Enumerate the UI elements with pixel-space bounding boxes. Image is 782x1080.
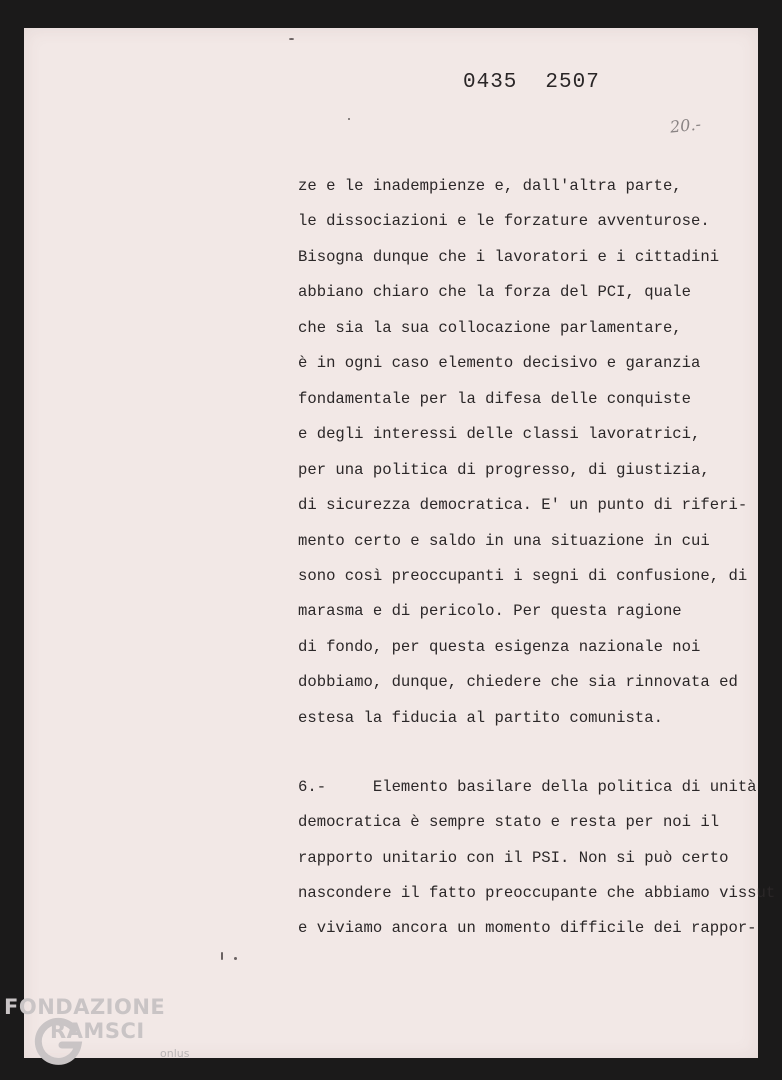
paper-speck (348, 118, 350, 120)
paper-speck (289, 38, 294, 40)
text-line: estesa la fiducia al partito comunista. (298, 709, 663, 727)
watermark-line1: FONDAZIONE (4, 995, 166, 1019)
text-line: Bisogna dunque che i lavoratori e i cittadini (298, 248, 720, 266)
text-line: dobbiamo, dunque, chiedere che sia rinnovata ed (298, 673, 738, 691)
text-line: è in ogni caso elemento decisivo e garanzia (298, 354, 701, 372)
text-line: di fondo, per questa esigenza nazionale noi (298, 638, 701, 656)
text-line: mento certo e saldo in una situazione in cui (298, 532, 710, 550)
text-line: abbiano chiaro che la forza del PCI, quale (298, 283, 692, 301)
text-line: democratica è sempre stato e resta per noi il (298, 813, 720, 831)
text-line: rapporto unitario con il PSI. Non si può certo (298, 849, 729, 867)
text-line: sono così preoccupanti i segni di confusione, di (298, 567, 748, 585)
document-number-left: 0435 (463, 71, 518, 94)
text-line: fondamentale per la difesa delle conquiste (298, 390, 692, 408)
text-line: nascondere il fatto preoccupante che abbiamo vissut (298, 884, 776, 902)
text-line: le dissociazioni e le forzature avventurose. (298, 212, 710, 230)
section-heading-line: 6.- Elemento basilare della politica di unità (298, 778, 757, 796)
text-line: e viviamo ancora un momento difficile dei rappor- (298, 919, 757, 937)
handwritten-page-number: 20.- (669, 114, 702, 137)
text-line: marasma e di pericolo. Per questa ragione (298, 602, 682, 620)
text-line: e degli interessi delle classi lavoratrici, (298, 425, 701, 443)
text-line: per una politica di progresso, di giustizia, (298, 461, 710, 479)
document-number (463, 71, 600, 94)
text-line: che sia la sua collocazione parlamentare, (298, 319, 682, 337)
paper-speck (221, 952, 223, 960)
paper-speck (234, 957, 237, 960)
fondazione-gramsci-watermark (4, 995, 204, 1075)
document-number-right: 2507 (545, 71, 600, 94)
text-line: ze e le inadempienze e, dall'altra parte, (298, 177, 682, 195)
text-line: di sicurezza democratica. E' un punto di riferi- (298, 496, 748, 514)
watermark-line2: RAMSCI (50, 1019, 145, 1043)
watermark-suffix: onlus (160, 1047, 190, 1060)
